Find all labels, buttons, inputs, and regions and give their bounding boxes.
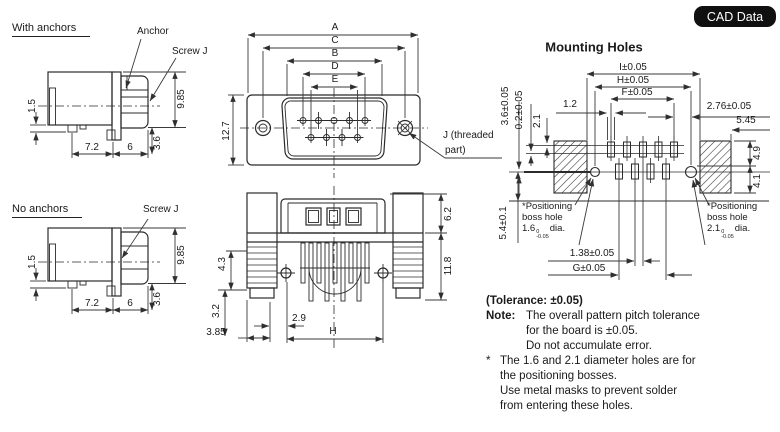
dim-4-3: 4.3 (217, 257, 228, 271)
dim-3-6-b: 3.6 (152, 292, 163, 306)
boss-left-line1: *Positioning (522, 201, 573, 212)
boss-right-tolerance: 0 -0.05 (721, 229, 734, 240)
dim-9-85-b: 9.85 (176, 245, 187, 265)
screw-j-callout: Screw J (172, 46, 208, 57)
dim-H-bottom: H (329, 326, 337, 337)
dim-1-5-b: 1.5 (27, 255, 38, 269)
front-view (247, 95, 420, 165)
dim-1-5: 1.5 (27, 99, 38, 113)
dim-7-2-b: 7.2 (85, 298, 99, 309)
dim-6: 6 (127, 142, 133, 153)
tolerance-heading: (Tolerance: ±0.05) (486, 295, 583, 307)
boss-right-line3: 2.1 0 -0.05 dia. (707, 223, 751, 240)
boss-right-line2: boss hole (707, 212, 748, 223)
dim-A: A (331, 22, 339, 33)
cad-data-badge: CAD Data (694, 6, 776, 27)
dim-1-2: 1.2 (563, 99, 577, 110)
positioning-boss-hole-right-label (707, 201, 757, 240)
dim-F-tol: F±0.05 (621, 87, 653, 98)
view-title-no-anchors: No anchors (12, 203, 82, 218)
view-title-with-anchors: With anchors (12, 22, 90, 37)
dim-E: E (331, 74, 339, 85)
bottom-view-dims (218, 194, 447, 343)
dim-7-2: 7.2 (85, 142, 99, 153)
boss-right-line1: *Positioning (707, 201, 758, 212)
dim-2-9: 2.9 (292, 313, 306, 324)
asterisk-text: The 1.6 and 2.1 diameter holes are for the positioning bosses. Use metal masks to prevent solder from entering these holes. (500, 355, 696, 412)
dim-G-tol: G±0.05 (572, 263, 606, 274)
dim-6-b: 6 (127, 298, 133, 309)
dim-9-85: 9.85 (176, 89, 187, 109)
asterisk-row (486, 354, 780, 414)
j-threaded-callout-line1: J (threaded (443, 130, 494, 141)
dim-5-45: 5.45 (736, 115, 756, 126)
boss-left-tolerance: 0 -0.05 (536, 229, 549, 240)
boss-left-line3: 1.6 0 -0.05 dia. (522, 223, 566, 240)
note-text: The overall pattern pitch tolerance for the board is ±0.05. Do not accumulate error. (526, 310, 700, 352)
dim-C: C (331, 35, 339, 46)
positioning-boss-hole-left-label (522, 201, 572, 240)
screw-j-callout-2: Screw J (143, 204, 179, 215)
mounting-holes-view (509, 136, 770, 201)
asterisk-marker: * (486, 355, 491, 367)
dim-3-6-tol: 3.6±0.05 (500, 86, 511, 126)
dim-6-2: 6.2 (443, 207, 454, 221)
boss-left-line2: boss hole (522, 212, 563, 223)
note-label: Note: (486, 310, 516, 322)
dim-D: D (331, 61, 339, 72)
side-view-with-anchors (38, 72, 160, 140)
dim-2-76: 2.76±0.05 (706, 101, 752, 112)
dim-4-1: 4.1 (752, 174, 763, 188)
anchor-callout: Anchor (137, 26, 169, 37)
dim-0-2-tol: 0.2±0.05 (514, 90, 525, 130)
j-threaded-callout-line2: part) (445, 145, 466, 156)
dim-I-tol: I±0.05 (619, 62, 647, 73)
dim-12-7: 12.7 (221, 121, 232, 141)
note-row (486, 309, 780, 354)
dim-5-4-tol: 5.4±0.1 (498, 206, 509, 240)
dim-2-1: 2.1 (532, 114, 543, 128)
side-view-no-anchors (38, 228, 160, 296)
dim-B: B (331, 48, 339, 59)
dim-3-85: 3.85 (206, 327, 226, 338)
dim-11-8: 11.8 (443, 256, 454, 276)
dim-1-38: 1.38±0.05 (569, 248, 615, 259)
dim-4-9: 4.9 (752, 146, 763, 160)
dim-H-tol: H±0.05 (616, 75, 650, 86)
mounting-holes-title: Mounting Holes (545, 39, 643, 55)
dim-3-2: 3.2 (211, 304, 222, 318)
tolerance-notes (486, 294, 780, 414)
dim-3-6: 3.6 (152, 136, 163, 150)
